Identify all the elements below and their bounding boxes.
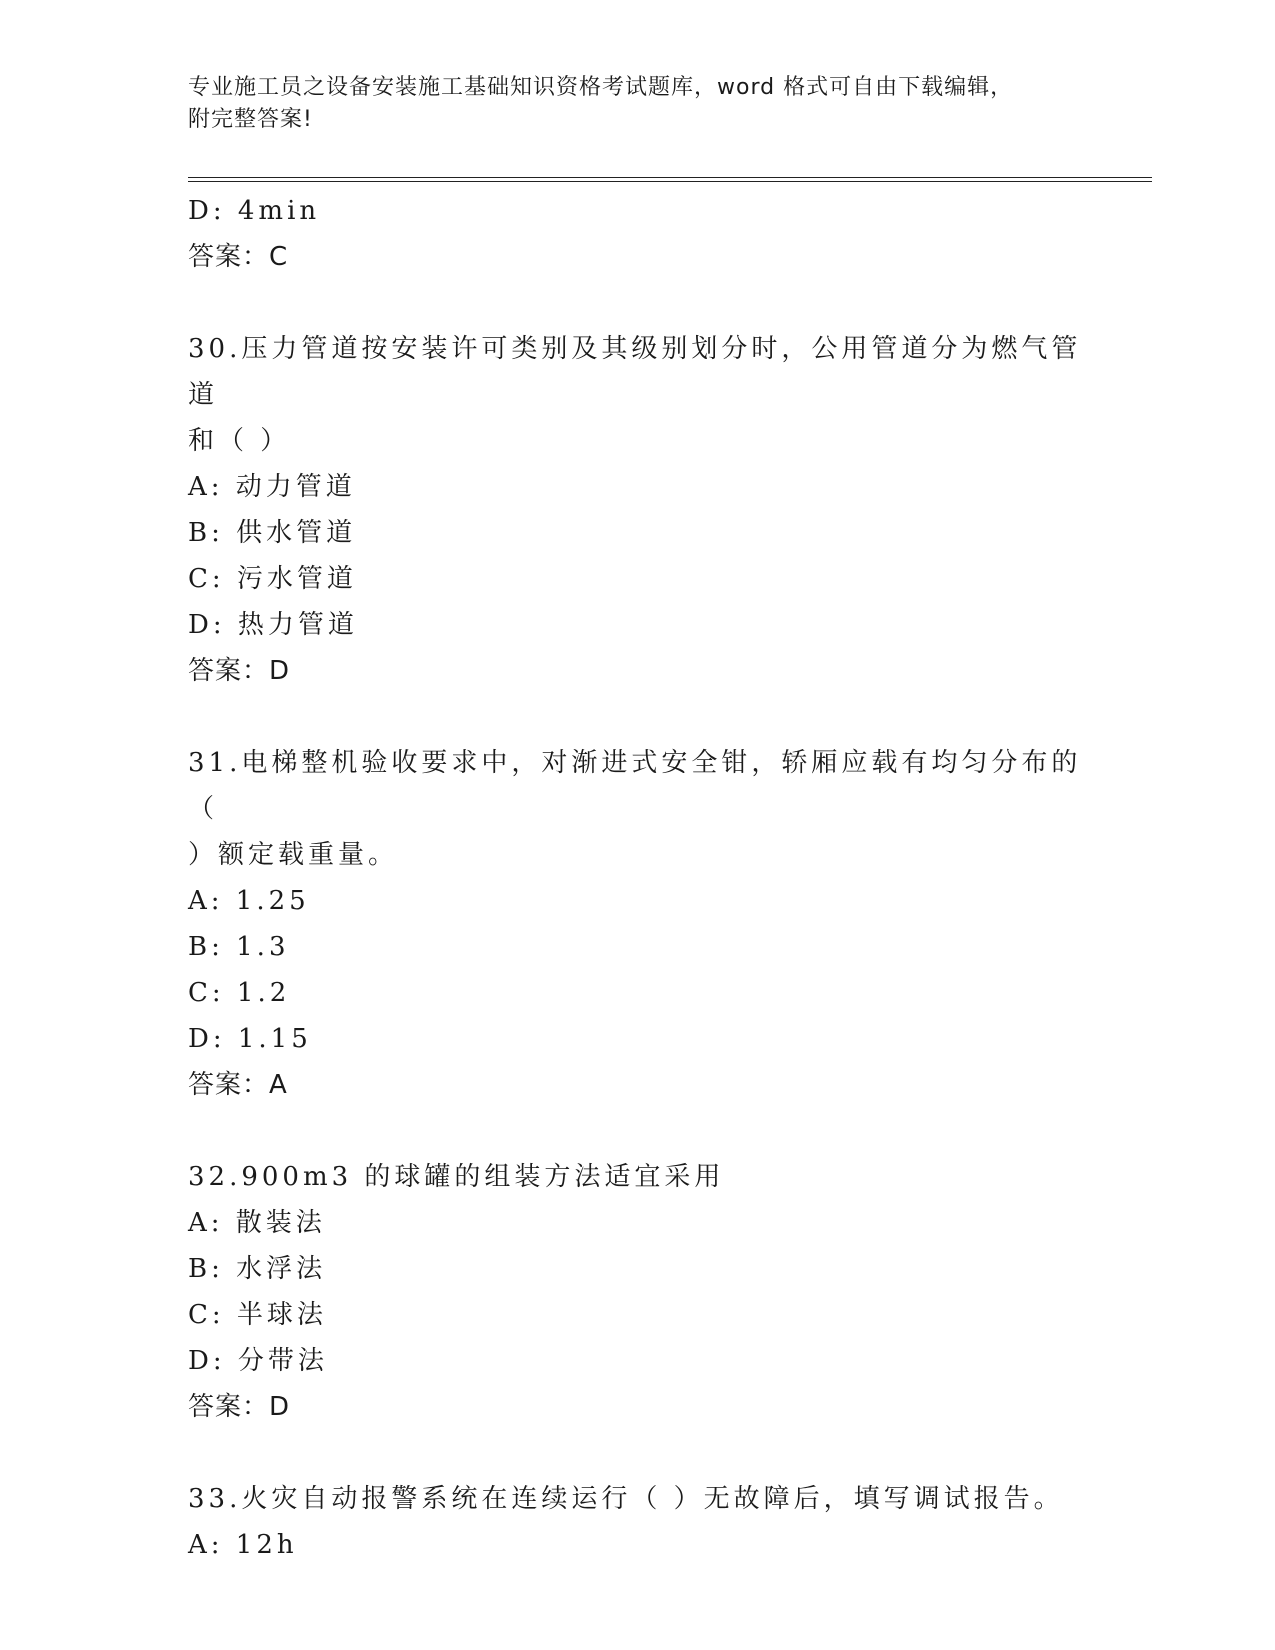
- spacer: [188, 1430, 1088, 1476]
- answer: 答案：D: [188, 1392, 291, 1422]
- question-29-tail: [188, 188, 1088, 280]
- stem-line-1: 31.电梯整机验收要求中，对渐进式安全钳，轿厢应载有均匀分布的（: [188, 748, 1082, 824]
- option-d: D: 分带法: [188, 1346, 328, 1376]
- option-a: A: 动力管道: [188, 472, 356, 502]
- stem-line-1: 33.火灾自动报警系统在连续运行（ ）无故障后，填写调试报告。: [188, 1484, 1064, 1514]
- stem-line-2: ）额定载重量。: [188, 840, 399, 870]
- option-a: A: 12h: [188, 1530, 298, 1560]
- question-stem: [188, 740, 1088, 878]
- question-stem: [188, 326, 1088, 464]
- header-divider-bottom: [188, 181, 1152, 182]
- question-33: [188, 1476, 1088, 1568]
- option-b: B: 水浮法: [188, 1254, 327, 1284]
- document-header: [188, 72, 1088, 136]
- stem-line-2: 和（ ）: [188, 426, 291, 456]
- question-stem: [188, 1154, 1088, 1200]
- question-30: [188, 326, 1088, 694]
- spacer: [188, 694, 1088, 740]
- option-c: C: 污水管道: [188, 564, 357, 594]
- option-d: D: 热力管道: [188, 610, 358, 640]
- question-stem: [188, 1476, 1088, 1522]
- option-d: D: 4min: [188, 196, 321, 226]
- option-c: C: 半球法: [188, 1300, 327, 1330]
- question-31: [188, 740, 1088, 1108]
- spacer: [188, 1108, 1088, 1154]
- stem-line-1: 30.压力管道按安装许可类别及其级别划分时，公用管道分为燃气管道: [188, 334, 1082, 410]
- header-line-2: 附完整答案!: [188, 107, 313, 132]
- option-a: A: 散装法: [188, 1208, 326, 1238]
- stem-line-1: 32.900m3 的球罐的组装方法适宜采用: [188, 1162, 725, 1192]
- header-line-1: 专业施工员之设备安装施工基础知识资格考试题库，word 格式可自由下载编辑，: [188, 75, 1014, 100]
- answer: 答案：D: [188, 656, 291, 686]
- option-a: A: 1.25: [188, 886, 310, 916]
- option-d: D: 1.15: [188, 1024, 312, 1054]
- option-b: B: 1.3: [188, 932, 290, 962]
- spacer: [188, 280, 1088, 326]
- question-32: [188, 1154, 1088, 1430]
- header-divider-top: [188, 177, 1152, 178]
- answer: 答案：C: [188, 242, 289, 272]
- answer: 答案：A: [188, 1070, 288, 1100]
- option-c: C: 1.2: [188, 978, 291, 1008]
- option-b: B: 供水管道: [188, 518, 357, 548]
- document-body: [188, 188, 1088, 1568]
